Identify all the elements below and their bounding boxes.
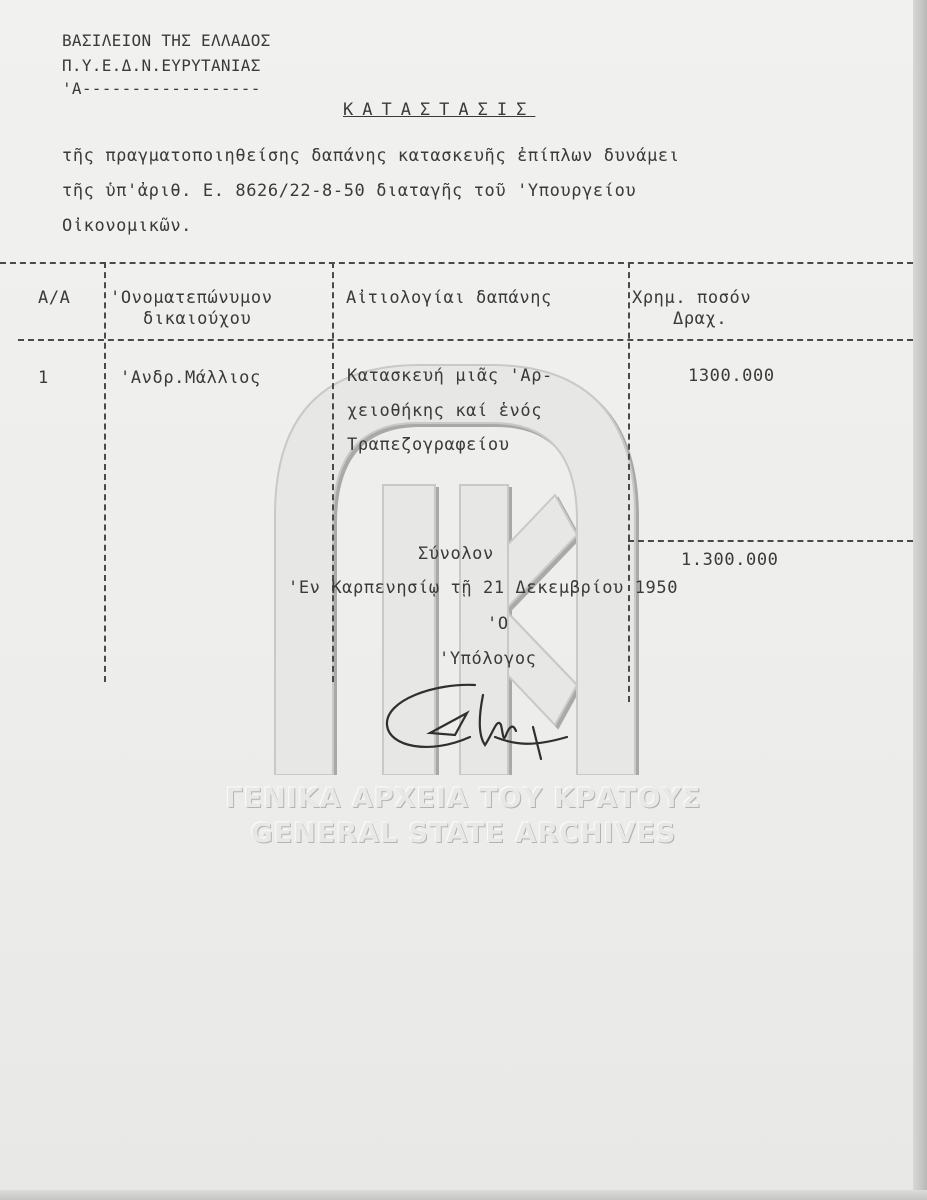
table-header-rule (18, 339, 913, 341)
column-header-amount: Χρημ. ποσόν (632, 288, 752, 308)
column-header-name-line2: δικαιούχου (143, 309, 252, 329)
row-beneficiary: 'Ανδρ.Μάλλιος (120, 368, 261, 388)
row-reason-line-1: Κατασκευή μιᾶς 'Αρ- (347, 366, 553, 386)
total-rule (628, 540, 913, 542)
handwritten-signature (375, 675, 575, 775)
column-header-name: 'Ονοματεπώνυμον (110, 288, 273, 308)
column-header-currency: Δραχ. (673, 309, 728, 329)
column-header-reason: Αἰτιολογίαι δαπάνης (346, 288, 552, 308)
total-label: Σύνολον (418, 544, 494, 564)
row-amount: 1300.000 (688, 366, 775, 386)
watermark-text-greek: ΓΕΝΙΚΑ ΑΡΧΕΙΑ ΤΟΥ ΚΡΑΤΟΥΣ (225, 783, 702, 814)
signatory-role: 'Υπόλογος (439, 649, 537, 669)
column-divider-1 (104, 262, 106, 682)
signatory-article: 'Ο (487, 614, 509, 634)
place-and-date: 'Εν Καρπενησίῳ τῇ 21 Δεκεμβρίου 1950 (288, 578, 679, 598)
column-divider-2 (332, 262, 334, 682)
page-edge-bottom (0, 1190, 927, 1200)
document-title: ΚΑΤΑΣΤΑΣΙΣ (343, 100, 536, 120)
watermark-text-english: GENERAL STATE ARCHIVES (250, 818, 677, 849)
kingdom-header: ΒΑΣΙΛΕΙΟΝ ΤΗΣ ΕΛΛΑΔΟΣ (62, 31, 271, 50)
row-reason-line-3: Τραπεζογραφείου (347, 435, 510, 455)
row-number: 1 (38, 368, 49, 388)
reference-line: 'Α------------------ (62, 79, 261, 98)
total-value: 1.300.000 (681, 550, 779, 570)
column-header-no: Α/Α (38, 288, 71, 308)
intro-line-1: τῆς πραγματοποιηθείσης δαπάνης κατασκευῆς ἐπίπλων δυνάμει (62, 146, 680, 166)
column-divider-3 (628, 262, 630, 702)
intro-line-2: τῆς ὑπ'ἀριθ. Ε. 8626/22-8-50 διαταγῆς τοῦ 'Υπουργείου (62, 181, 637, 201)
page-edge-right (913, 0, 927, 1200)
row-reason-line-2: χειοθήκης καί ἑνός (347, 401, 543, 421)
office-header: Π.Υ.Ε.Δ.Ν.ΕΥΡΥΤΑΝΙΑΣ (62, 56, 261, 75)
intro-line-3: Οἰκονομικῶν. (62, 216, 193, 236)
table-top-rule (0, 262, 913, 264)
